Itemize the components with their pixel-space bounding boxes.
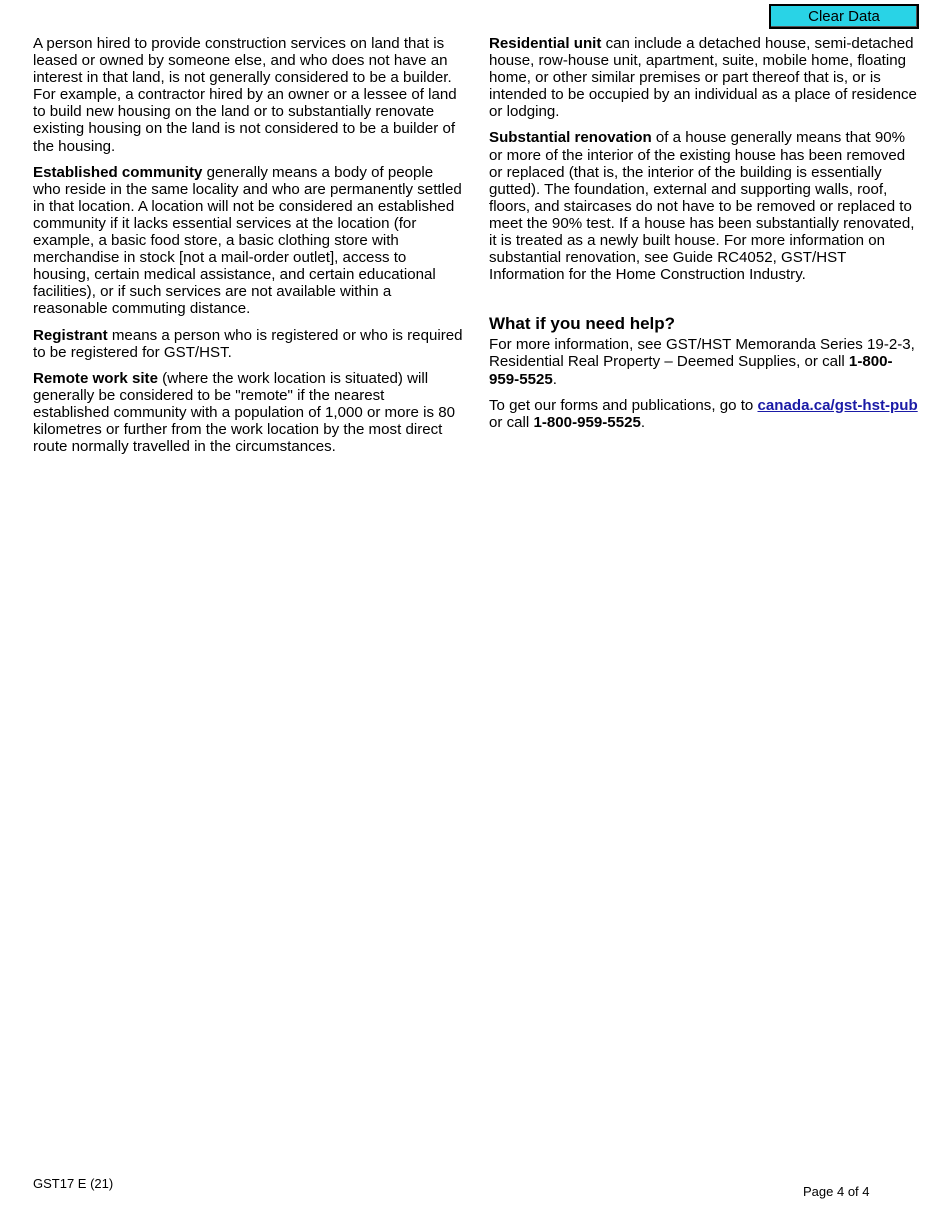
help-memoranda-text: For more information, see GST/HST Memoranda Series 19-2-3, Residential Real Property – Deemed Supplies, or call: [489, 336, 915, 371]
established-community-definition: [33, 164, 463, 318]
help-memoranda-end: .: [552, 370, 557, 388]
help-forms-mid: or call: [489, 413, 534, 431]
form-identifier: GST17 E (21): [33, 1176, 114, 1191]
residential-unit-term: Residential unit: [489, 35, 602, 52]
builder-exclusion-paragraph: A person hired to provide construction services on land that is leased or owned by someone else, and who does not have an interest in that land, is not generally considered to be a builder. For example, a contractor hired by an owner or a lessee of land to build new housing on the land or to substantially renovate existing housing on the land is not considered to be a builder of the housing.: [33, 35, 457, 155]
remote-work-site-text: (where the work location is situated) will generally be considered to be "remote" if the nearest established community with a population of 1,000 or more is 80 kilometres or further from the work location by the most direct route normally travelled in the circumstances.: [33, 369, 456, 456]
substantial-renovation-term: Substantial renovation: [489, 129, 652, 147]
help-phone-number: 1-800-959-5525: [489, 353, 893, 388]
registrant-definition: [33, 327, 463, 361]
help-forms-paragraph: [489, 397, 921, 431]
established-community-term: Established community: [33, 163, 203, 181]
help-forms-end: .: [640, 413, 646, 431]
forms-phone-number: 1-800-959-5525: [533, 413, 641, 431]
right-column: [489, 35, 921, 440]
help-memoranda-paragraph: [489, 336, 921, 387]
page-number: Page 4 of 4: [803, 1184, 870, 1199]
residential-unit-definition: [489, 35, 921, 120]
help-forms-text: To get our forms and publications, go to: [489, 396, 758, 414]
left-column: [33, 35, 463, 464]
registrant-text: means a person who is registered or who is required to be registered for GST/HST.: [33, 326, 463, 361]
substantial-renovation-text: of a house generally means that 90% or more of the interior of the existing house has been removed or replaced (that is, the interior of the building is essentially gutted). The foundation, external and supporting walls, roof, floors, and staircases do not have to be removed or replaced to meet the 90% test. If a house has been substantially renovated, it is treated as a newly built house. For more information on substantial renovation, see Guide RC4052, GST/HST Information for the Home Construction Industry.: [489, 129, 915, 284]
gst-hst-pub-link[interactable]: canada.ca/gst-hst-pub: [757, 396, 918, 414]
registrant-term: Registrant: [33, 326, 108, 344]
residential-unit-text: can include a detached house, semi-detached house, row-house unit, apartment, suite, mobile home, floating home, or other similar premises or part thereof that is, or is intended to be occupied by an individual as a place of residence or lodging.: [489, 35, 917, 121]
remote-work-site-term: Remote work site: [33, 369, 158, 387]
established-community-text: generally means a body of people who reside in the same locality and who are permanently settled in that location. A location will not be considered an established community if it lacks essential services at the location (for example, a basic food store, a basic clothing store with merchandise in stock [not a mail-order outlet], access to housing, certain medical assistance, and certain educational facilities), or if such services are not available within a reasonable commuting distance.: [33, 163, 462, 318]
clear-data-button[interactable]: Clear Data: [769, 4, 919, 29]
remote-work-site-definition: [33, 370, 463, 455]
help-heading: What if you need help?: [489, 314, 676, 334]
substantial-renovation-definition: [489, 129, 921, 283]
